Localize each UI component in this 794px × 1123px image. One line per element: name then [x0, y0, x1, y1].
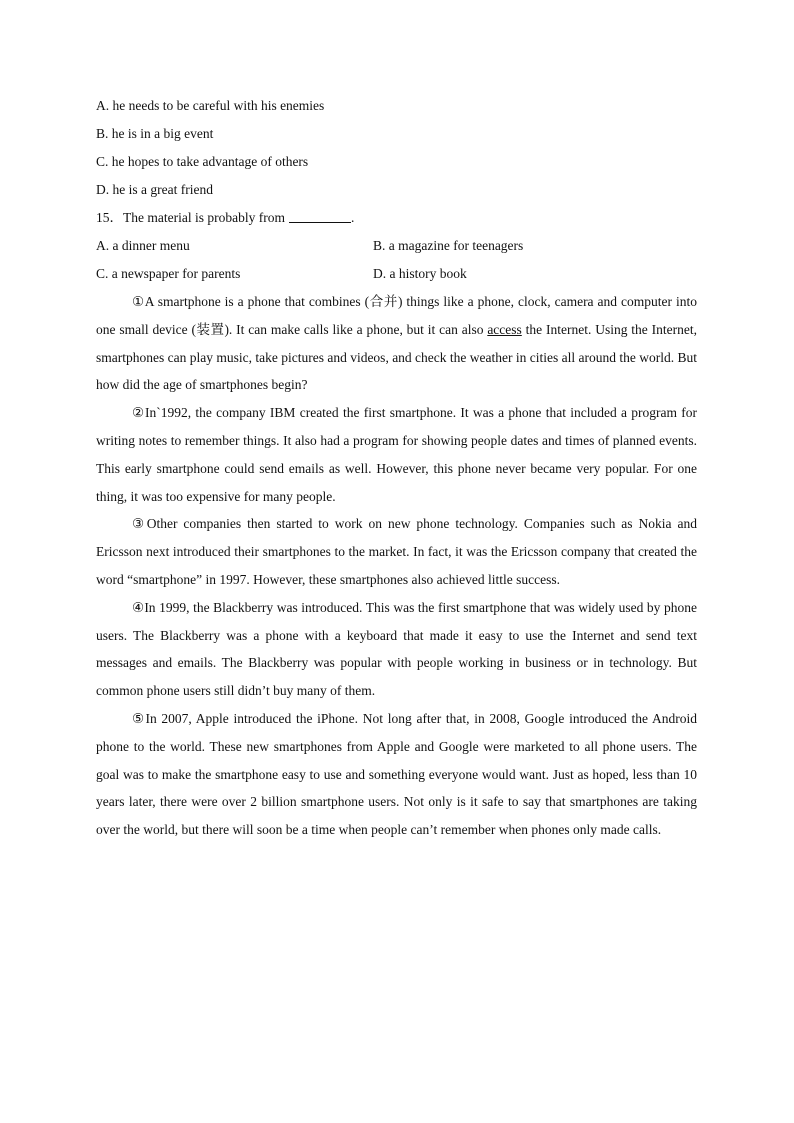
paragraph-number: ②	[132, 405, 146, 421]
q15-number: 15．	[96, 210, 123, 225]
paragraph-text: Other companies then started to work on new phone technology. Companies such as Nokia and Ericsson next introduced their smartphones to the market. In fact, it was the Ericsson company that created the word “smartphone” in 1997. However, these smartphones also achieved little success.	[96, 516, 697, 587]
paragraph-number: ①	[132, 294, 145, 309]
paragraph-text: A smartphone is a phone that combines (合并) things like a phone, clock, camera and computer into one small device (装置). It can make calls like a phone, but it can also	[96, 294, 697, 337]
q14-option-c: C. he hopes to take advantage of others	[96, 154, 309, 169]
underlined-word: access	[487, 321, 522, 337]
passage-paragraph-1	[96, 288, 697, 399]
q14-options	[96, 92, 697, 204]
paragraph-number: ③	[132, 516, 147, 532]
paragraph-text-continued: the Internet. Using the Internet, smartphones can play music, take pictures and videos, and check the weather in cities all around the world. But how did the age of smartphones begin?	[96, 321, 697, 393]
passage-paragraph-5	[96, 705, 697, 844]
q15-option-c: C. a newspaper for parents	[96, 266, 241, 281]
q14-option-d: D. he is a great friend	[96, 182, 213, 197]
q15-options-row-2	[96, 260, 697, 288]
passage-paragraph-4	[96, 594, 697, 705]
q15-option-d: D. a history book	[373, 266, 467, 281]
q15-stem-end: .	[350, 210, 355, 225]
paragraph-text: In`1992, the company IBM created the first smartphone. It was a phone that included a program for writing notes to remember things. It also had a program for showing people dates and times of planned events. This early smartphone could send emails as well. However, this phone never became very popular. For one thing, it was too expensive for many people.	[96, 405, 697, 504]
passage-paragraph-3	[96, 510, 697, 593]
q15-option-b: B. a magazine for teenagers	[373, 238, 524, 253]
q15-option-a: A. a dinner menu	[96, 238, 190, 253]
q14-option-b: B. he is in a big event	[96, 126, 214, 141]
reading-passage	[96, 288, 697, 844]
q14-option-a: A. he needs to be careful with his enemies	[96, 98, 325, 113]
answer-blank	[289, 208, 351, 223]
paragraph-text: In 2007, Apple introduced the iPhone. Not long after that, in 2008, Google introduced the Android phone to the world. These new smartphones from Apple and Google were marketed to all phone users. The goal was to make the smartphone easy to use and something everyone would want. Just as hoped, less than 10 years later, there were over 2 billion smartphone users. Not only is it safe to say that smartphones are taking over the world, but there will soon be a time when people can’t remember when phones only made calls.	[96, 710, 697, 838]
q15-text: The material is probably from	[123, 210, 285, 225]
paragraph-text: In 1999, the Blackberry was introduced. This was the first smartphone that was widely used by phone users. The Blackberry was a phone with a keyboard that made it easy to use the Internet and send text messages and emails. The Blackberry was popular with people working in business or in technology. But common phone users still didn’t buy many of them.	[96, 599, 697, 699]
q15-options-row-1	[96, 232, 697, 260]
exam-page	[96, 92, 697, 844]
paragraph-number: ④	[132, 599, 145, 615]
paragraph-number: ⑤	[132, 710, 146, 726]
q15-stem	[96, 204, 697, 232]
passage-paragraph-2	[96, 399, 697, 510]
